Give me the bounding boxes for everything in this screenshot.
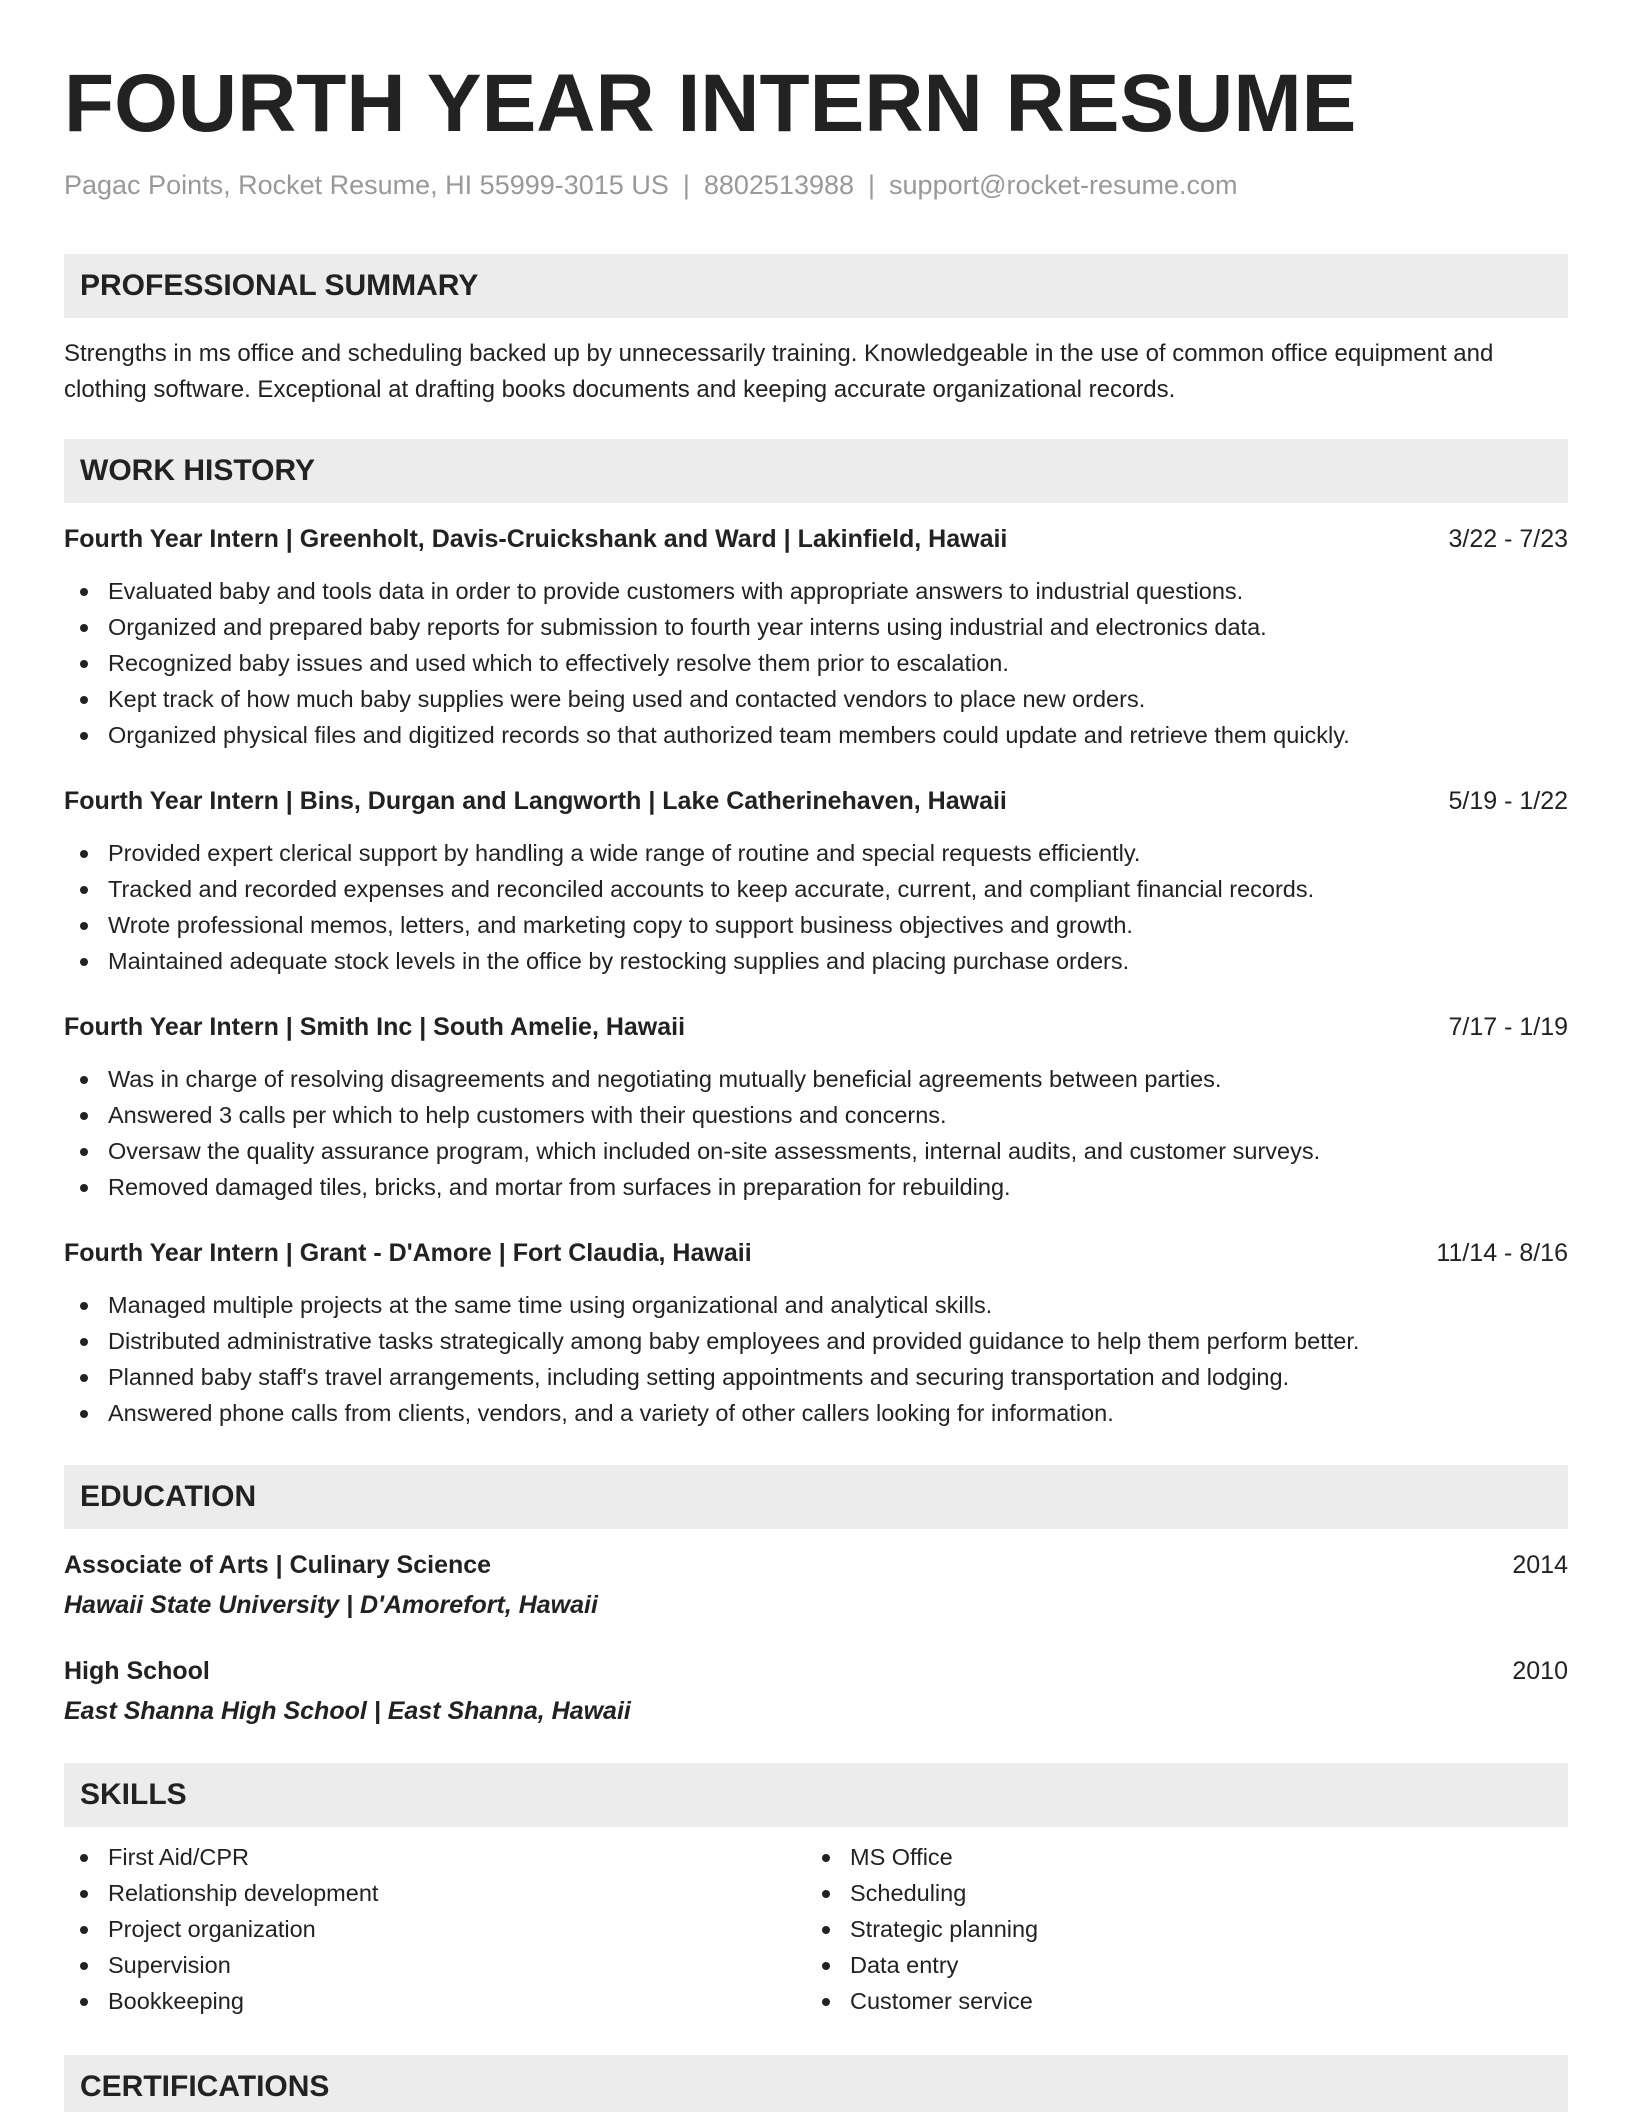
skill-item: Bookkeeping [64,1983,806,2019]
education-degree: High School [64,1657,210,1685]
job-dates: 5/19 - 1/22 [1448,787,1568,815]
skill-item: Project organization [64,1911,806,1947]
job-bullet: Distributed administrative tasks strategically among baby employees and provided guidance to help them perform better. [64,1323,1568,1359]
resume-title: FOURTH YEAR INTERN RESUME [64,58,1357,149]
skill-item: Customer service [806,1983,1548,2019]
job-bullet: Tracked and recorded expenses and reconciled accounts to keep accurate, current, and compliant financial records. [64,871,1568,907]
summary-text: Strengths in ms office and scheduling backed up by unnecessarily training. Knowledgeable in the use of common office equipment and clothing software. Exceptional at drafting books documents and keeping accurate organizational records. [64,340,1494,403]
job-entry [64,1009,1568,1205]
education-year: 2014 [1512,1551,1568,1579]
skill-item: Supervision [64,1947,806,1983]
job-bullets [64,835,1568,979]
job-header [64,1009,1568,1045]
job-bullets [64,573,1568,753]
education-school: Hawaii State University | D'Amorefort, Hawaii [64,1591,598,1619]
skill-item: Relationship development [64,1875,806,1911]
job-bullet: Maintained adequate stock levels in the office by restocking supplies and placing purchase orders. [64,943,1568,979]
contact-address: Pagac Points, Rocket Resume, HI 55999-3015 US [64,170,669,200]
contact-separator: | [682,170,690,200]
job-dates: 11/14 - 8/16 [1436,1239,1568,1267]
section-heading-certifications: CERTIFICATIONS [64,2055,1568,2112]
job-bullets [64,1061,1568,1205]
job-title: Fourth Year Intern | Bins, Durgan and Langworth | Lake Catherinehaven, Hawaii [64,787,1007,815]
job-bullet: Planned baby staff's travel arrangements, including setting appointments and securing transportation and lodging. [64,1359,1568,1395]
education-entry [64,1653,1568,1729]
job-entry [64,1235,1568,1431]
job-dates: 3/22 - 7/23 [1448,525,1568,553]
job-entry [64,521,1568,753]
section-heading-work-history: WORK HISTORY [64,439,1568,503]
job-bullet: Was in charge of resolving disagreements and negotiating mutually beneficial agreements between parties. [64,1061,1568,1097]
job-header [64,521,1568,557]
contact-line [64,168,1568,202]
job-bullet: Recognized baby issues and used which to effectively resolve them prior to escalation. [64,645,1568,681]
section-heading-summary: PROFESSIONAL SUMMARY [64,254,1568,318]
job-header [64,783,1568,819]
job-bullet: Organized physical files and digitized records so that authorized team members could update and retrieve them quickly. [64,717,1568,753]
job-bullet: Evaluated baby and tools data in order to provide customers with appropriate answers to industrial questions. [64,573,1568,609]
skill-item: First Aid/CPR [64,1839,806,1875]
job-header [64,1235,1568,1271]
contact-separator: | [868,170,876,200]
education-school: East Shanna High School | East Shanna, Hawaii [64,1697,631,1725]
contact-phone: 8802513988 [703,170,855,200]
job-bullet: Wrote professional memos, letters, and marketing copy to support business objectives and growth. [64,907,1568,943]
job-bullets [64,1287,1568,1431]
job-entry [64,783,1568,979]
skills-columns [64,1839,1568,2019]
job-title: Fourth Year Intern | Grant - D'Amore | Fort Claudia, Hawaii [64,1239,752,1267]
education-header [64,1653,1568,1689]
skill-item: Scheduling [806,1875,1548,1911]
section-heading-skills: SKILLS [64,1763,1568,1827]
education-year: 2010 [1512,1657,1568,1685]
job-bullet: Managed multiple projects at the same time using organizational and analytical skills. [64,1287,1568,1323]
job-bullet: Oversaw the quality assurance program, which included on-site assessments, internal audits, and customer surveys. [64,1133,1568,1169]
resume-page [64,0,1568,2112]
job-bullet: Answered phone calls from clients, vendors, and a variety of other callers looking for information. [64,1395,1568,1431]
contact-email: support@rocket-resume.com [889,170,1238,200]
education-degree: Associate of Arts | Culinary Science [64,1551,492,1579]
education-entry [64,1547,1568,1623]
skills-list-left [64,1839,806,2019]
skill-item: Data entry [806,1947,1548,1983]
job-bullet: Organized and prepared baby reports for submission to fourth year interns using industrial and electronics data. [64,609,1568,645]
job-bullet: Kept track of how much baby supplies were being used and contacted vendors to place new orders. [64,681,1568,717]
job-dates: 7/17 - 1/19 [1448,1013,1568,1041]
skills-list-right [806,1839,1548,2019]
skill-item: MS Office [806,1839,1548,1875]
job-title: Fourth Year Intern | Greenholt, Davis-Cruickshank and Ward | Lakinfield, Hawaii [64,525,1008,553]
job-title: Fourth Year Intern | Smith Inc | South Amelie, Hawaii [64,1013,686,1041]
section-heading-education: EDUCATION [64,1465,1568,1529]
job-bullet: Answered 3 calls per which to help customers with their questions and concerns. [64,1097,1568,1133]
education-header [64,1547,1568,1583]
skill-item: Strategic planning [806,1911,1548,1947]
job-bullet: Removed damaged tiles, bricks, and mortar from surfaces in preparation for rebuilding. [64,1169,1568,1205]
job-bullet: Provided expert clerical support by handling a wide range of routine and special requests efficiently. [64,835,1568,871]
